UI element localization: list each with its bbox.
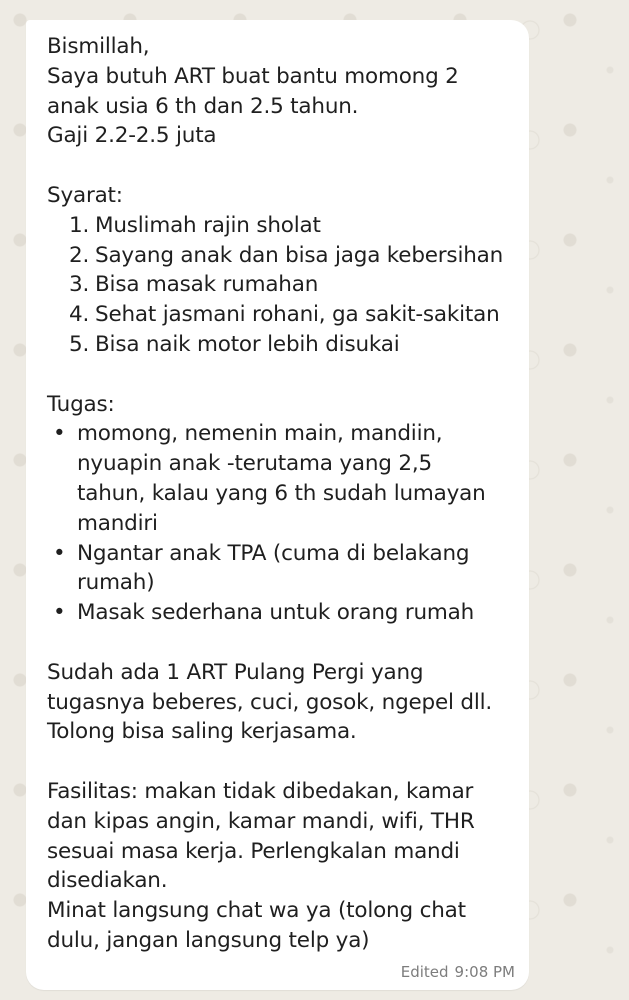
requirement-item (47, 300, 515, 330)
contact-line: Minat langsung chat wa ya (tolong chat (47, 898, 466, 924)
bullet-icon: • (53, 540, 66, 566)
list-text: Bisa masak rumahan (95, 272, 319, 298)
salary-line: Gaji 2.2-2.5 juta (47, 123, 217, 149)
spacer (47, 628, 515, 658)
task-line: Ngantar anak TPA (cuma di belakang (77, 540, 470, 566)
spacer (47, 151, 515, 181)
message-time: 9:08 PM (454, 963, 515, 981)
requirements-heading: Syarat: (47, 182, 123, 208)
list-number: 1. (69, 212, 90, 238)
task-line: mandiri (77, 510, 158, 536)
spacer (47, 360, 515, 390)
task-item (47, 598, 515, 628)
message-bubble[interactable] (26, 20, 529, 990)
greeting-text: Bismillah, (47, 34, 150, 59)
message-status (401, 962, 515, 982)
existing-helper-line: Sudah ada 1 ART Pulang Pergi yang (47, 659, 424, 685)
intro-line: anak usia 6 th dan 2.5 tahun. (47, 93, 359, 119)
list-text: Sayang anak dan bisa jaga kebersihan (95, 242, 504, 268)
requirement-item (47, 211, 515, 241)
task-line: rumah) (77, 570, 155, 596)
facilities-line: Fasilitas: makan tidak dibedakan, kamar (47, 778, 474, 804)
tasks-heading: Tugas: (47, 391, 115, 417)
list-text: Sehat jasmani rohani, ga sakit-sakitan (95, 302, 500, 328)
requirement-item (47, 241, 515, 271)
facilities-line: dan kipas angin, kamar mandi, wifi, THR (47, 808, 475, 834)
facilities-line: disediakan. (47, 868, 168, 894)
list-number: 5. (69, 331, 90, 357)
bullet-icon: • (53, 421, 66, 447)
contact-line: dulu, jangan langsung telp ya) (47, 927, 370, 953)
existing-helper-line: Tolong bisa saling kerjasama. (47, 719, 357, 745)
task-item (47, 539, 515, 599)
spacer (47, 747, 515, 777)
requirement-item (47, 270, 515, 300)
task-line: tahun, kalau yang 6 th sudah lumayan (77, 480, 486, 506)
requirement-item (47, 330, 515, 360)
facilities-line: sesuai masa kerja. Perlengkalan mandi (47, 838, 460, 864)
task-line: Masak sederhana untuk orang rumah (77, 600, 475, 626)
list-text: Muslimah rajin sholat (95, 212, 321, 238)
task-item (47, 419, 515, 538)
existing-helper-line: tugasnya beberes, cuci, gosok, ngepel dll. (47, 689, 493, 715)
task-line: nyuapin anak -terutama yang 2,5 (77, 451, 432, 477)
bullet-icon: • (53, 600, 66, 626)
list-number: 4. (69, 302, 90, 328)
task-line: momong, nemenin main, mandiin, (77, 421, 443, 447)
list-text: Bisa naik motor lebih disukai (95, 331, 400, 357)
edited-label: Edited (400, 963, 449, 981)
list-number: 2. (69, 242, 90, 268)
list-number: 3. (69, 272, 90, 298)
intro-line: Saya butuh ART buat bantu momong 2 (47, 63, 459, 89)
